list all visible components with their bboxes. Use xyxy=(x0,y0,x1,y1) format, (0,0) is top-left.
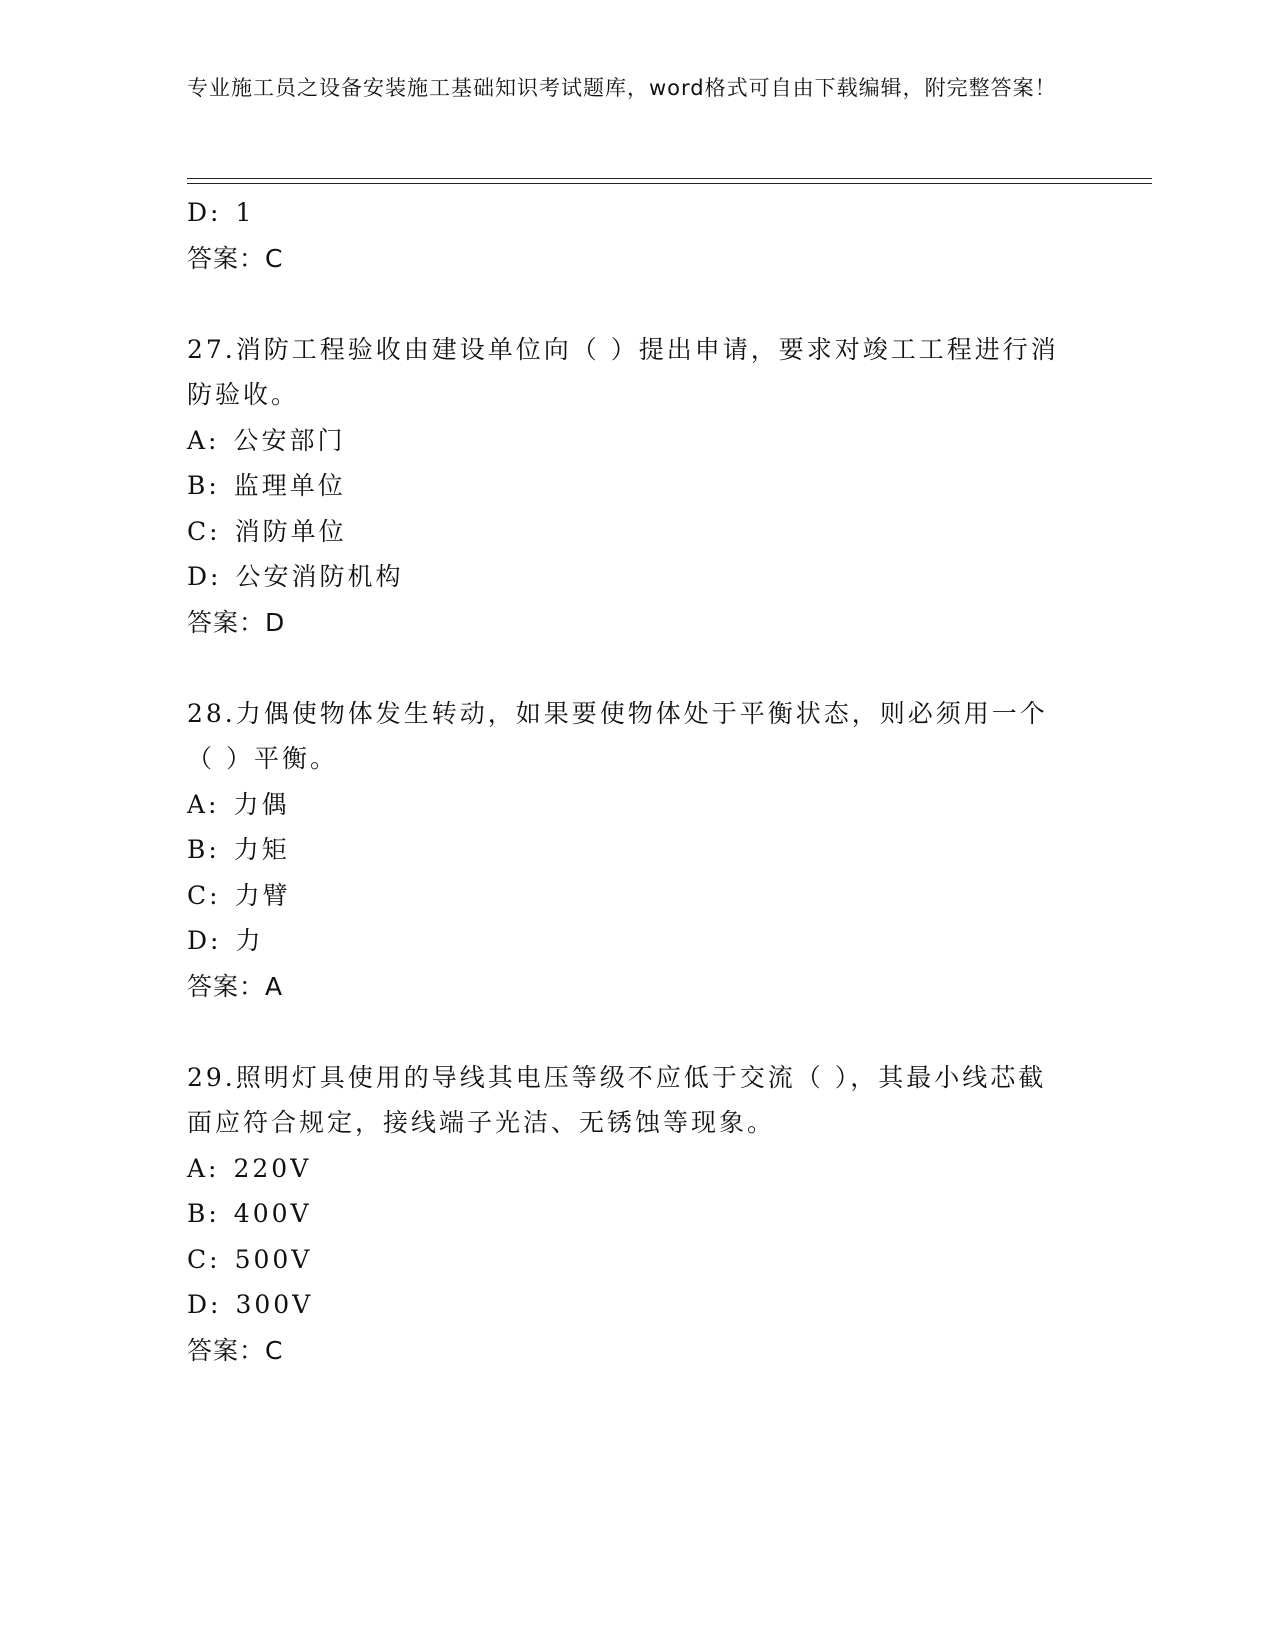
option-key: C: xyxy=(187,880,221,910)
option-key: A: xyxy=(187,425,220,455)
answer-line xyxy=(187,600,1087,646)
option-b xyxy=(187,1191,1087,1237)
option-key: C: xyxy=(187,516,221,546)
question-number: 27. xyxy=(187,334,236,364)
option-text: 300V xyxy=(235,1290,314,1319)
answer-label: 答案： xyxy=(187,607,266,637)
question-28-text xyxy=(187,691,1067,782)
option-key: C: xyxy=(187,1244,221,1274)
answer-label: 答案： xyxy=(187,1335,266,1365)
option-text: 220V xyxy=(233,1153,312,1183)
question-body: 照明灯具使用的导线其电压等级不应低于交流（ ），其最小线芯截面应符合规定，接线端子光洁、无锈蚀等现象。 xyxy=(187,1062,1047,1137)
option-text: 力 xyxy=(235,926,264,955)
question-27-text xyxy=(187,327,1067,418)
answer-line xyxy=(187,964,1087,1010)
option-key: A: xyxy=(187,1153,220,1183)
header-divider-top xyxy=(187,178,1152,179)
answer-value: C xyxy=(265,243,284,273)
option-b xyxy=(187,827,1087,873)
option-key: D: xyxy=(187,926,222,955)
answer-value: C xyxy=(265,1335,284,1365)
answer-value: D xyxy=(265,607,286,637)
option-key: A: xyxy=(187,789,220,819)
option-c xyxy=(187,873,1087,919)
document-title: 专业施工员之设备安装施工基础知识考试题库，word格式可自由下载编辑，附完整答案！ xyxy=(187,76,1057,100)
option-d xyxy=(187,918,1087,964)
document-header xyxy=(187,72,1067,105)
option-text: 力偶 xyxy=(233,789,290,819)
option-text: 监理单位 xyxy=(233,471,346,500)
answer-line xyxy=(187,1328,1087,1374)
option-c xyxy=(187,1237,1087,1283)
option-d xyxy=(187,554,1087,600)
answer-line xyxy=(187,236,1087,282)
option-b xyxy=(187,463,1087,509)
answer-value: A xyxy=(265,971,284,1001)
option-text: 力臂 xyxy=(234,880,291,910)
option-c xyxy=(187,509,1087,555)
option-text: 力矩 xyxy=(233,835,290,864)
question-body: 力偶使物体发生转动，如果要使物体处于平衡状态，则必须用一个（ ）平衡。 xyxy=(187,698,1048,773)
option-text: 1 xyxy=(235,198,255,227)
question-number: 28. xyxy=(187,698,236,728)
option-text: 500V xyxy=(234,1244,313,1274)
option-key: D: xyxy=(187,198,222,227)
question-number: 29. xyxy=(187,1062,236,1092)
option-text: 消防单位 xyxy=(234,516,347,546)
option-d xyxy=(187,1282,1087,1328)
question-29-text xyxy=(187,1055,1067,1146)
option-key: B: xyxy=(187,1199,220,1228)
header-divider-bottom xyxy=(187,183,1152,184)
option-text: 公安部门 xyxy=(233,425,346,455)
option-key: D: xyxy=(187,1290,222,1319)
option-text: 公安消防机构 xyxy=(235,562,404,591)
option-a xyxy=(187,418,1087,464)
option-d xyxy=(187,190,1087,236)
option-key: D: xyxy=(187,562,222,591)
option-text: 400V xyxy=(233,1199,312,1228)
answer-label: 答案： xyxy=(187,971,266,1001)
option-a xyxy=(187,1146,1087,1192)
option-key: B: xyxy=(187,471,220,500)
question-list xyxy=(187,190,1087,1373)
answer-label: 答案： xyxy=(187,243,266,273)
question-body: 消防工程验收由建设单位向（ ）提出申请，要求对竣工工程进行消防验收。 xyxy=(187,334,1059,409)
option-key: B: xyxy=(187,835,220,864)
option-a xyxy=(187,782,1087,828)
